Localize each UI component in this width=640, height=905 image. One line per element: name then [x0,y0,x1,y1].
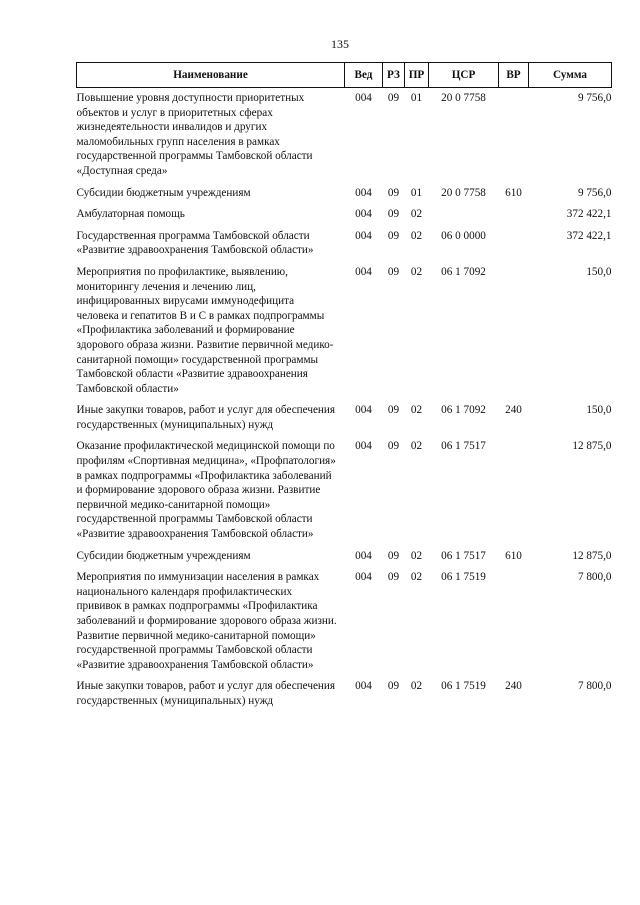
row-csr: 06 1 7092 [441,404,486,417]
row-vr: 610 [505,186,522,199]
row-rz: 09 [387,549,400,562]
row-vr [499,226,529,262]
table-row [77,567,612,676]
row-pr: 02 [410,265,423,278]
header-csr: ЦСР [429,63,499,88]
row-vr [499,436,529,545]
row-name: Государственная программа Тамбовской области «Развитие здравоохранения Тамбовской области» [76,229,314,257]
row-pr: 02 [410,680,423,693]
row-pr: 02 [410,404,423,417]
row-name: Субсидии бюджетным учреждениям [76,186,251,199]
row-csr: 20 0 7758 [441,186,486,199]
table-row [77,226,612,262]
row-name: Повышение уровня доступности приоритетных объектов и услуг в приоритетных сферах жизнедеятельности инвалидов и других маломобильных групп населения в рамках государственной программы Тамбовской области «Доступная среда» [76,92,313,177]
row-rz: 09 [387,186,400,199]
row-sum: 372 422,1 [566,208,612,221]
row-sum: 7 800,0 [577,571,612,584]
row-rz: 09 [387,265,400,278]
row-name: Оказание профилактической медицинской помощи по профилям «Спортивная медицина», «Профпатология» в рамках подпрограммы «Профилактика заболеваний и формирование здорового образа жизни. Развитие первичной медико-санитарной помощи» государственной программы Тамбовской области «Развитие здравоохранения Тамбовской области» [76,440,336,541]
row-ved: 004 [355,229,372,242]
header-pr: ПР [405,63,429,88]
row-ved: 004 [355,549,372,562]
row-ved: 004 [355,571,372,584]
header-name: Наименование [77,63,345,88]
row-vr: 240 [505,404,522,417]
row-ved: 004 [355,404,372,417]
row-vr: 240 [505,680,522,693]
row-pr: 02 [410,208,423,221]
row-sum: 150,0 [586,265,612,278]
row-csr: 06 0 0000 [441,229,486,242]
row-vr: 610 [505,549,522,562]
table-row [77,436,612,545]
table-row [77,204,612,226]
row-rz: 09 [387,571,400,584]
row-vr [499,567,529,676]
row-rz: 09 [387,680,400,693]
table-row [77,400,612,436]
row-sum: 150,0 [586,404,612,417]
table-row [77,262,612,400]
row-csr [429,204,499,226]
row-vr [499,88,529,183]
table-row [77,88,612,183]
row-sum: 372 422,1 [566,229,612,242]
table-header-row [77,63,612,88]
row-name: Мероприятия по профилактике, выявлению, мониторингу лечения и лечению лиц, инфицированных вирусами иммунодефицита человека и гепатитов В и С в рамках подпрограммы «Профилактика заболеваний и формирование здорового образа жизни. Развитие первичной медико-санитарной помощи» государственной программы Тамбовской области «Развитие здравоохранения Тамбовской области» [76,265,334,395]
header-sum: Сумма [529,63,612,88]
row-ved: 004 [355,92,372,104]
header-vr: ВР [499,63,529,88]
row-ved: 004 [355,680,372,693]
row-vr [499,204,529,226]
row-pr: 02 [410,571,423,584]
row-csr: 06 1 7517 [441,440,486,453]
row-pr: 01 [410,92,423,104]
row-sum: 9 756,0 [577,186,612,199]
row-csr: 06 1 7517 [441,549,486,562]
row-sum: 7 800,0 [577,680,612,693]
row-ved: 004 [355,208,372,221]
row-rz: 09 [387,229,400,242]
header-ved: Вед [345,63,383,88]
row-ved: 004 [355,186,372,199]
row-sum: 12 875,0 [572,440,612,453]
row-pr: 02 [410,549,423,562]
budget-table [76,62,612,713]
row-rz: 09 [387,440,400,453]
table-row [77,183,612,205]
row-csr: 20 0 7758 [441,92,486,104]
row-name: Мероприятия по иммунизации населения в рамках национального календаря профилактических прививок в рамках подпрограммы «Профилактика заболеваний и формирование здорового образа жизни. Развитие первичной медико-санитарной помощи» государственной программы Тамбовской области «Развитие здравоохранения Тамбовской области» [76,571,337,671]
page-number: 135 [331,37,349,51]
row-name: Иные закупки товаров, работ и услуг для обеспечения государственных (муниципальных) нужд [76,680,336,707]
row-ved: 004 [355,265,372,278]
row-csr: 06 1 7519 [441,571,486,584]
row-csr: 06 1 7519 [441,680,486,693]
row-name: Амбулаторная помощь [76,208,185,221]
row-pr: 02 [410,440,423,453]
row-name: Субсидии бюджетным учреждениям [76,549,251,562]
row-pr: 02 [410,229,423,242]
row-sum: 9 756,0 [577,92,612,104]
row-ved: 004 [355,440,372,453]
table-row [77,546,612,568]
header-rz: РЗ [383,63,405,88]
row-rz: 09 [387,404,400,417]
row-rz: 09 [387,92,400,104]
row-rz: 09 [387,208,400,221]
row-pr: 01 [410,186,423,199]
row-csr: 06 1 7092 [441,265,486,278]
row-sum: 12 875,0 [572,549,612,562]
row-name: Иные закупки товаров, работ и услуг для обеспечения государственных (муниципальных) нужд [76,404,336,431]
row-vr [499,262,529,400]
table-row [77,676,612,712]
